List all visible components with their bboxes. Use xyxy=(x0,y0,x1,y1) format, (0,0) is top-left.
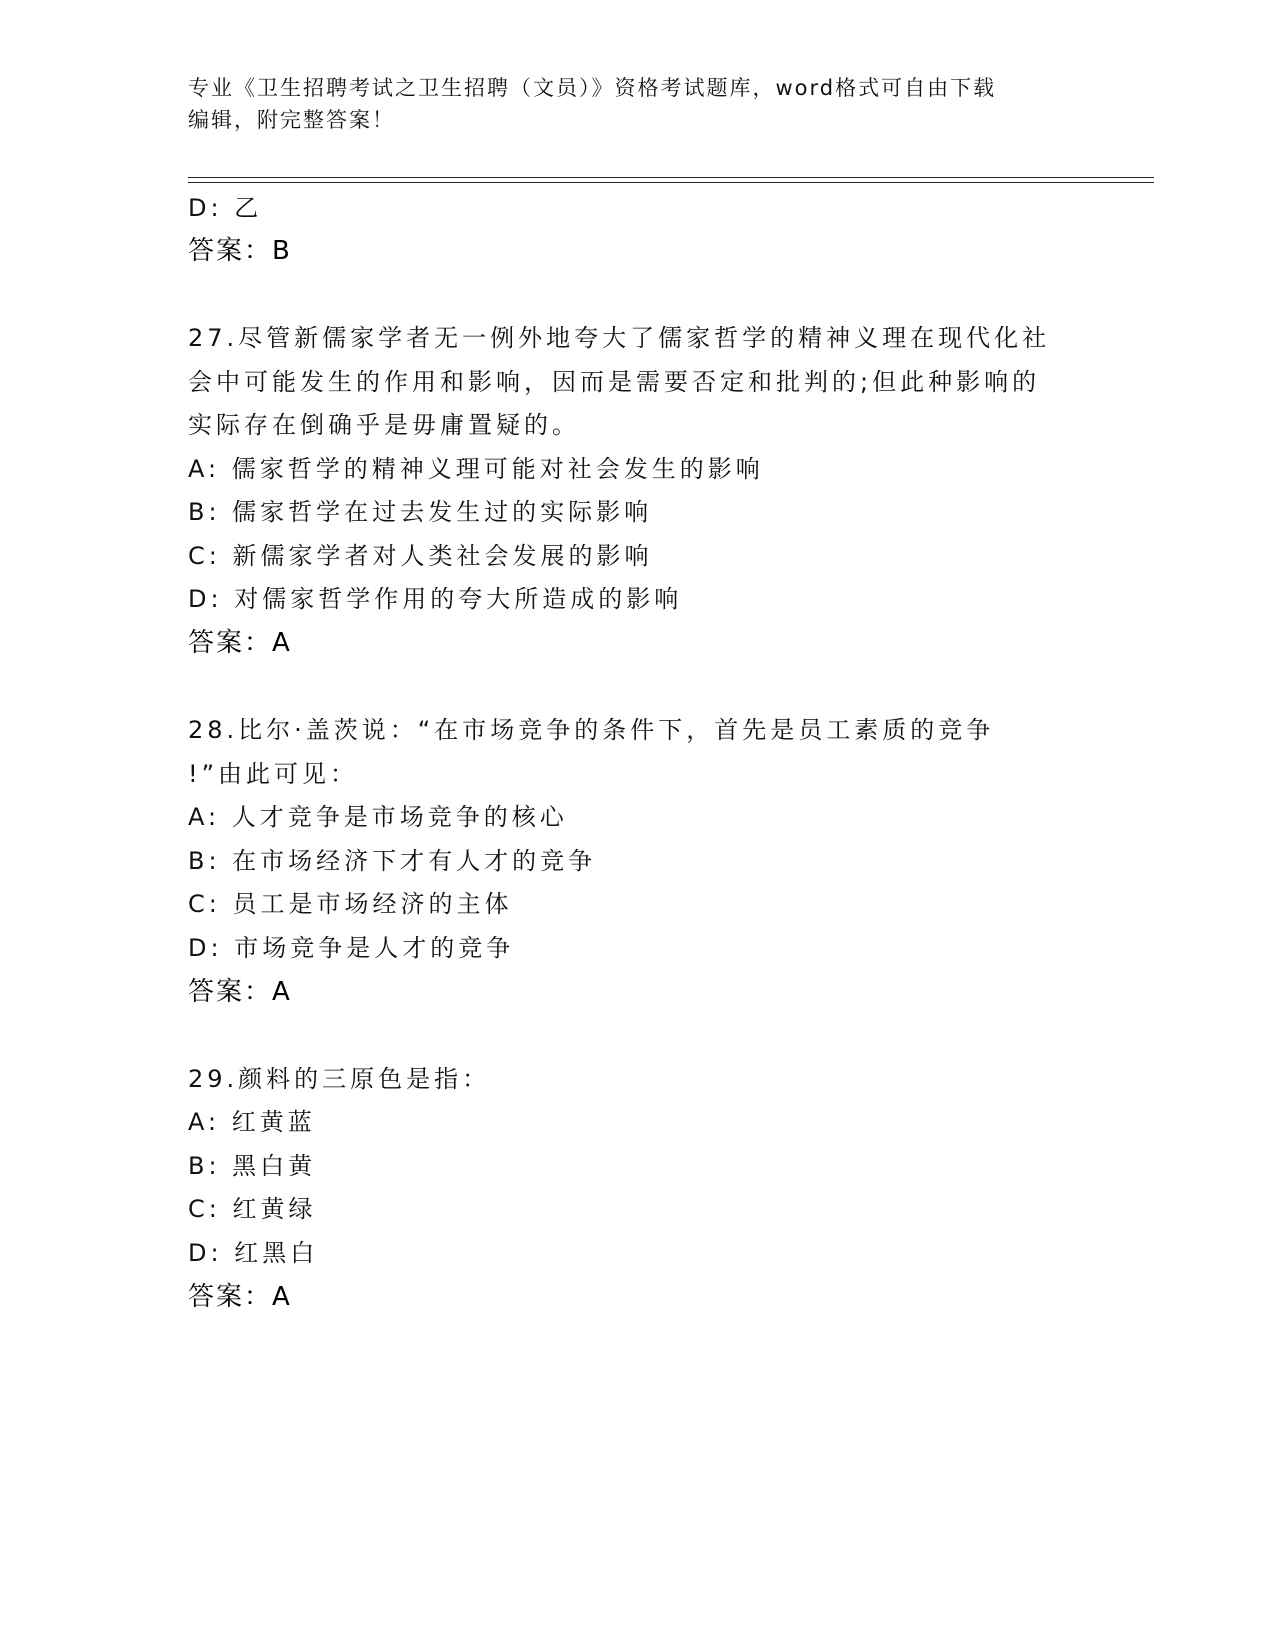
q27-option-b: B: 儒家哲学在过去发生过的实际影响 xyxy=(188,498,653,526)
q28-stem-line-2: !”由此可见： xyxy=(188,760,359,788)
document-header xyxy=(188,72,1068,136)
q28-answer: 答案：A xyxy=(188,977,292,1007)
header-divider-bottom xyxy=(188,182,1154,183)
q28-option-b: B: 在市场经济下才有人才的竞争 xyxy=(188,847,597,875)
prev-option-d: D: 乙 xyxy=(188,194,263,222)
q29-stem-line-1: 29.颜料的三原色是指： xyxy=(188,1065,491,1093)
q27-stem-line-2: 会中可能发生的作用和影响，因而是需要否定和批判的;但此种影响的 xyxy=(188,368,1041,396)
q29-option-b: B: 黑白黄 xyxy=(188,1152,317,1180)
q29-option-d: D: 红黑白 xyxy=(188,1239,319,1267)
prev-answer: 答案：B xyxy=(188,236,292,266)
q27-stem-line-1: 27.尽管新儒家学者无一例外地夸大了儒家哲学的精神义理在现代化社 xyxy=(188,324,1051,352)
q27-answer: 答案：A xyxy=(188,628,292,658)
header-divider-top xyxy=(188,177,1154,178)
q28-stem-line-1: 28.比尔·盖茨说：“在市场竞争的条件下，首先是员工素质的竞争 xyxy=(188,716,995,744)
q29-option-a: A: 红黄蓝 xyxy=(188,1108,316,1136)
q29-option-c: C: 红黄绿 xyxy=(188,1195,317,1223)
q28-option-c: C: 员工是市场经济的主体 xyxy=(188,890,513,918)
header-line-1: 专业《卫生招聘考试之卫生招聘（文员）》资格考试题库，word格式可自由下载 xyxy=(188,76,997,100)
q27-option-c: C: 新儒家学者对人类社会发展的影响 xyxy=(188,542,653,570)
q29-answer: 答案：A xyxy=(188,1282,292,1312)
q27-stem-line-3: 实际存在倒确乎是毋庸置疑的。 xyxy=(188,411,580,439)
q28-option-d: D: 市场竞争是人才的竞争 xyxy=(188,934,515,962)
q28-option-a: A: 人才竞争是市场竞争的核心 xyxy=(188,803,568,831)
q27-option-d: D: 对儒家哲学作用的夸大所造成的影响 xyxy=(188,585,683,613)
q27-option-a: A: 儒家哲学的精神义理可能对社会发生的影响 xyxy=(188,455,764,483)
header-line-2: 编辑，附完整答案！ xyxy=(188,108,395,132)
